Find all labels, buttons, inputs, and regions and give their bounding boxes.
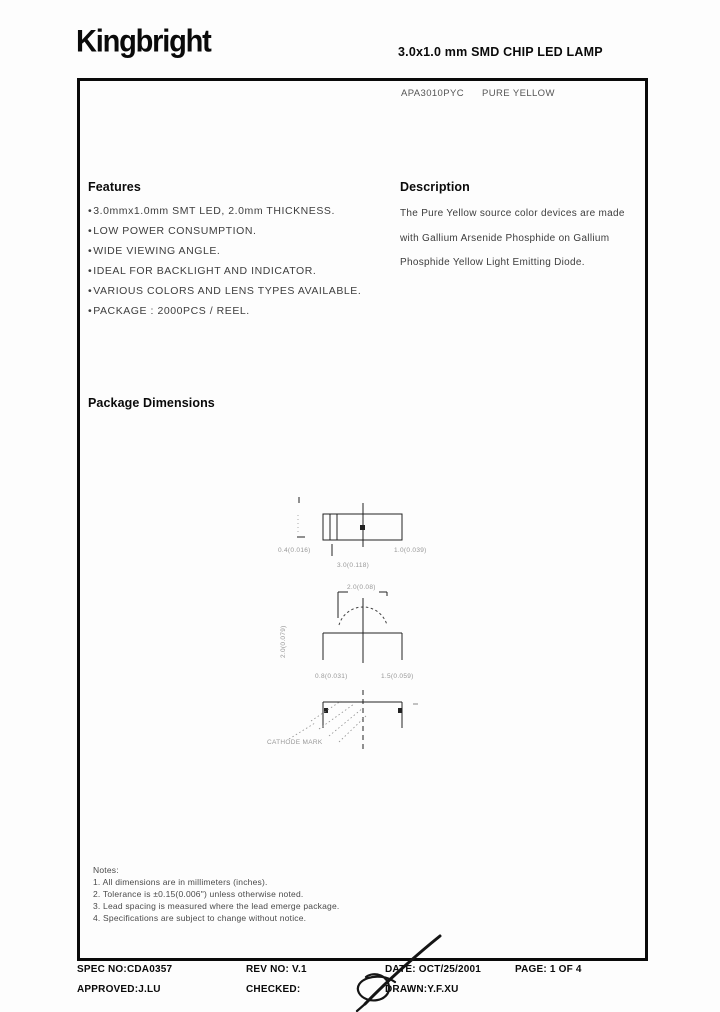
feature-item: • 3.0mmx1.0mm SMT LED, 2.0mm THICKNESS. [88, 201, 388, 221]
kingbright-logo: Kingbright [76, 24, 211, 60]
dim-label: 2.0(0.079) [280, 625, 287, 658]
spec-no: SPEC NO:CDA0357 [77, 964, 173, 975]
bottom-view-outline [323, 690, 418, 753]
note-item: 1. All dimensions are in millimeters (inches). [93, 877, 268, 887]
package-dimensions-heading: Package Dimensions [88, 396, 215, 410]
rev-no: REV NO: V.1 [246, 964, 307, 975]
note-item: 2. Tolerance is ±0.15(0.006") unless otherwise noted. [93, 889, 304, 899]
signature-scribble [340, 930, 450, 1012]
color-name: PURE YELLOW [481, 88, 555, 99]
feature-item: • LOW POWER CONSUMPTION. [88, 221, 388, 241]
page-number: PAGE: 1 OF 4 [515, 964, 582, 975]
description-line: Phosphide Yellow Light Emitting Diode. [400, 257, 585, 268]
description-heading: Description [400, 180, 470, 194]
date: DATE: OCT/25/2001 [385, 964, 482, 975]
feature-item: • VARIOUS COLORS AND LENS TYPES AVAILABLE. [88, 281, 388, 301]
top-view-outline [297, 497, 402, 556]
dim-label: 2.0(0.08) [347, 584, 376, 591]
description-line: with Gallium Arsenide Phosphide on Gallium [400, 232, 610, 244]
page-title: 3.0x1.0 mm SMD CHIP LED LAMP [398, 45, 603, 59]
drawn-by: DRAWN:Y.F.XU [385, 984, 459, 995]
pad-mark [398, 708, 402, 713]
dim-label: 0.8(0.031) [315, 673, 348, 680]
feature-item: • WIDE VIEWING ANGLE. [88, 241, 388, 261]
note-item: 4. Specifications are subject to change without notice. [93, 913, 307, 923]
features-heading: Features [88, 180, 141, 194]
polarity-mark [360, 525, 365, 530]
dim-label: 0.4(0.016) [278, 547, 311, 554]
description-line: The Pure Yellow source color devices are made [400, 208, 625, 219]
part-number-line [401, 88, 555, 99]
feature-item: • PACKAGE : 2000PCS / REEL. [88, 301, 388, 321]
description-text [400, 202, 635, 276]
checked-by: CHECKED: [246, 984, 301, 995]
feature-list [88, 201, 388, 321]
part-number: APA3010PYC [401, 88, 464, 99]
dim-label: 1.5(0.059) [381, 673, 414, 680]
note-item: 3. Lead spacing is measured where the lead emerge package. [93, 901, 340, 911]
notes-block [93, 864, 339, 924]
notes-heading: Notes: [93, 865, 119, 875]
dim-label: CATHODE MARK [267, 739, 323, 746]
cathode-hatch [289, 701, 367, 742]
front-view-outline [323, 592, 402, 663]
feature-item: • IDEAL FOR BACKLIGHT AND INDICATOR. [88, 261, 388, 281]
approved-by: APPROVED:J.LU [77, 984, 161, 995]
dim-label: 3.0(0.118) [337, 562, 370, 569]
dim-label: 1.0(0.039) [394, 547, 427, 554]
package-dimensions-drawing [255, 475, 475, 775]
